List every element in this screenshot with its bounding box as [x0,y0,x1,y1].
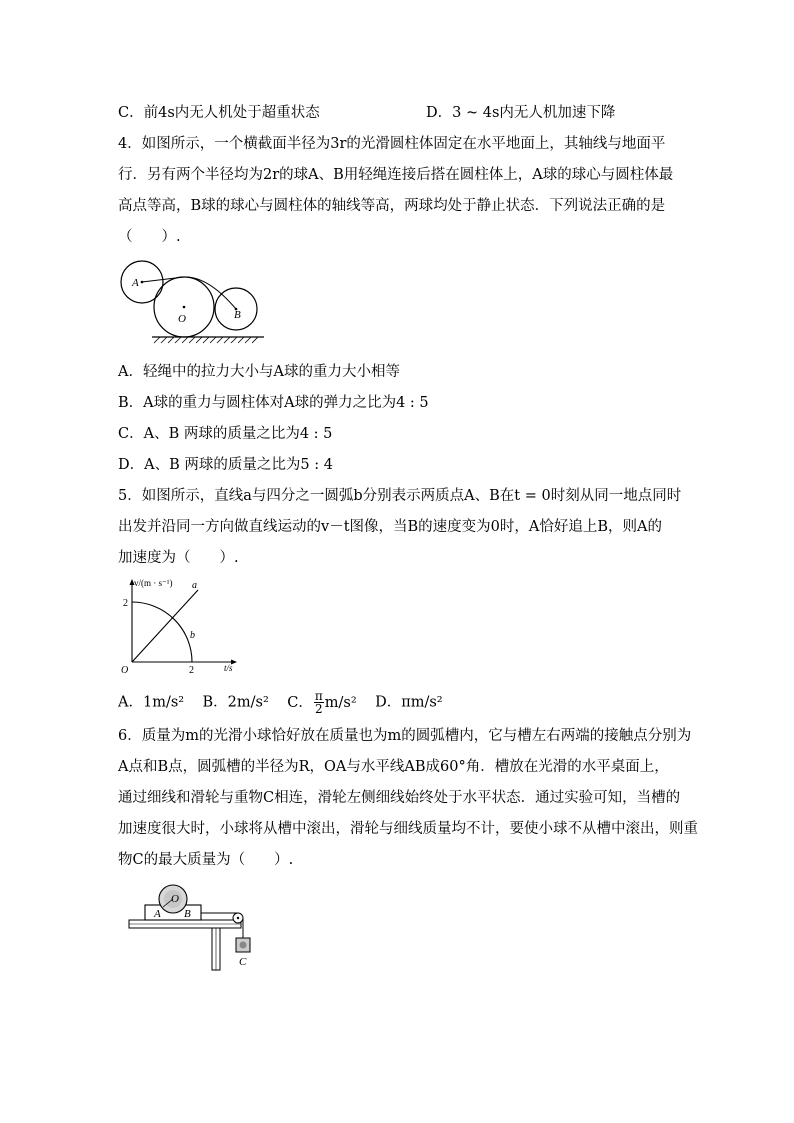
q5-option-c: C． $\frac{\pi}{2}$ m/s² [287,689,357,716]
q4-option-c: C．A、B 两球的质量之比为4 : 5 [118,426,333,442]
q5-option-d: D．πm/s² [375,694,443,711]
origin-label: O [121,665,129,676]
line-a [132,590,198,662]
label-c: C [239,956,247,968]
label-b: B [184,908,191,920]
q4-stem-line-2: 行．另有两个半径均为2r的球A、B用轻绳连接后搭在圆柱体上，A球的球心与圆柱体最 [118,167,674,183]
line-a-label: a [192,580,197,591]
q5-stem-line-2: 出发并沿同一方向做直线运动的v－t图像，当B的速度变为0时，A恰好追上B，则A的 [118,519,662,535]
q5-vt-graph [118,576,248,676]
label-o: O [178,313,186,325]
q6-stem-line-5: 物C的最大质量为（ ）. [118,852,294,868]
q4-option-a: A．轻绳中的拉力大小与A球的重力大小相等 [118,364,400,380]
arc-b-label: b [190,630,195,641]
y-tick-label: 2 [123,598,128,609]
q5-option-b: B．2m/s² [202,694,269,711]
q3-option-d: D．3 ~ 4s内无人机加速下降 [426,105,616,121]
q4-option-d: D．A、B 两球的质量之比为5 : 4 [118,457,333,473]
label-a: A [132,277,139,289]
label-b: B [234,309,241,321]
q4-option-b: B．A球的重力与圆柱体对A球的弹力之比为4 : 5 [118,395,429,411]
q4-figure [118,256,268,346]
x-axis-label: t/s [224,663,233,673]
q6-figure [126,880,266,976]
q6-stem-line-3: 通过细线和滑轮与重物C相连，滑轮左侧细线始终处于水平状态．通过实验可知，当槽的 [118,790,681,806]
q3-option-c: C．前4s内无人机处于超重状态 [118,105,320,121]
q5-option-a: A．1m/s² [118,694,185,711]
x-tick-label: 2 [189,665,194,676]
label-a: A [154,908,161,920]
q4-stem-line-1: 4．如图所示，一个横截面半径为3r的光滑圆柱体固定在水平地面上，其轴线与地面平 [118,136,666,152]
q6-stem-line-2: A点和B点，圆弧槽的半径为R，OA与水平线AB成60°角．槽放在光滑的水平桌面上， [118,759,669,775]
q4-stem-line-3: 高点等高，B球的球心与圆柱体的轴线等高，两球均处于静止状态．下列说法正确的是 [118,198,666,214]
q4-stem-line-4: （ ）. [118,229,181,245]
y-axis-label: v/(m · s⁻¹) [134,578,173,588]
q5-options [118,690,443,715]
label-o: O [171,893,179,905]
q6-stem-line-1: 6．质量为m的光滑小球恰好放在质量也为m的圆弧槽内，它与槽左右两端的接触点分别为 [118,728,692,744]
arc-b [132,602,192,662]
q6-stem-line-4: 加速度很大时，小球将从槽中滚出，滑轮与细线质量均不计，要使小球不从槽中滚出，则重 [118,821,698,837]
q5-stem-line-1: 5．如图所示，直线a与四分之一圆弧b分别表示两质点A、B在t = 0时刻从同一地点同时 [118,488,682,504]
q5-stem-line-3: 加速度为（ ）. [118,550,239,566]
